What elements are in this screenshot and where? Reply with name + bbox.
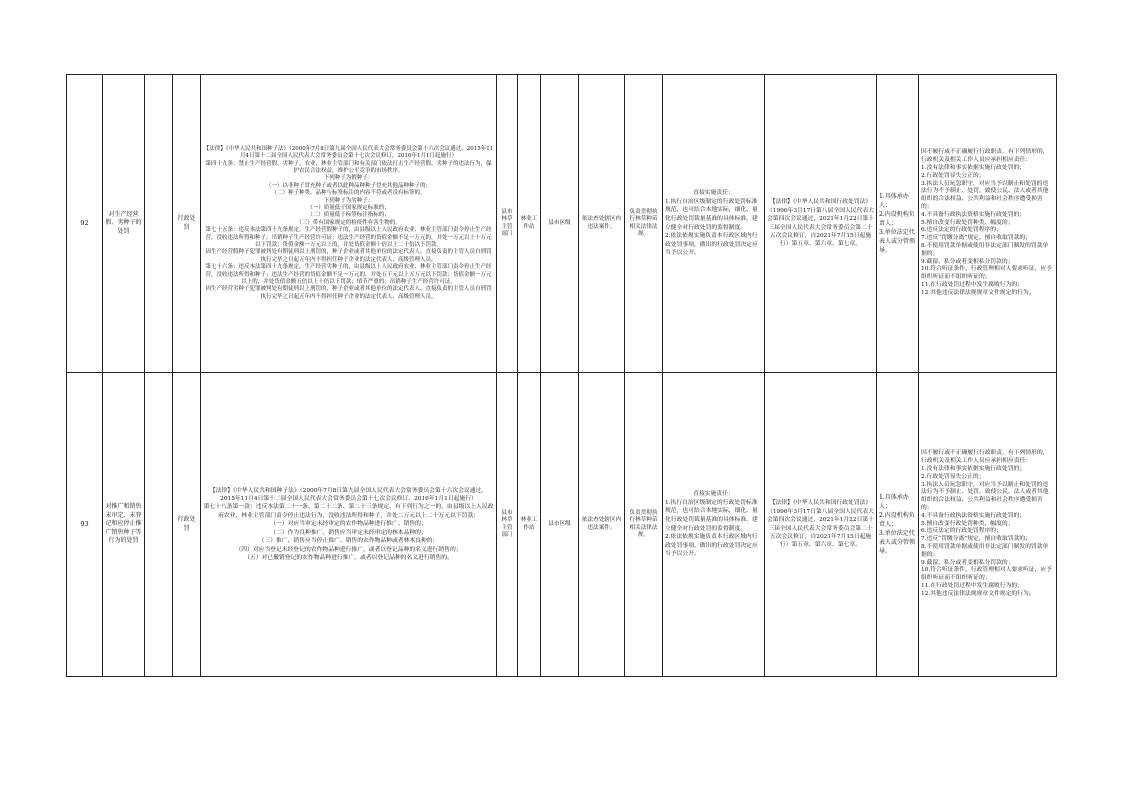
- basis-line: 【法律】《中华人民共和国种子法》（2000年7月8日第九届全国人民代表大会常务委员会第十六次会议通过，2015年11月4日第十二届全国人民代表大会常务委员会第十七次会议修订，2016年1月1日起施行）: [209, 487, 488, 503]
- situation-line: 12.其他违反法律法规规章文件规定的行为。: [921, 590, 1035, 597]
- subject-line: 1.具体承办人；: [879, 193, 909, 209]
- type-cell: 行政处罚: [173, 373, 201, 677]
- duty-cell: 负责贯彻执行林草种苗相关法律法规。: [625, 75, 663, 373]
- unit-cell: 林业工作站: [518, 373, 541, 677]
- situation-line: 2.行政处罚显失公正的；: [921, 473, 985, 480]
- level-cell: 县市区级: [541, 373, 579, 677]
- acc-line: 直接实施责任：: [693, 190, 734, 197]
- basis-line: （三）推广、销售应当停止推广、销售的农作物品种或者林木良种的；: [258, 538, 439, 545]
- seq-cell: 92: [67, 75, 103, 373]
- seq-cell: 93: [67, 373, 103, 677]
- accountability-cell: [663, 75, 765, 373]
- acc-line: 2.依法依规实施负责本行政区域内行政处罚事项，做出的行政处罚决定应当予以公开。: [665, 534, 758, 558]
- basis-line: 下列种子为假种子：: [323, 175, 374, 182]
- regulation-cell: 【法律】《中华人民共和国行政处罚法》（1996年3月17日第八届全国人民代表大会第四次会议通过，2021年1月22日第十三届全国人民代表大会常务委员会第二十五次会议修订，自2021年7月15日起施行）第五章、第六章、第七章。: [765, 75, 877, 373]
- basis-line: （四）对应当登记未经登记的农作物品种进行推广，或者以登记品种的名义进行销售的；: [235, 546, 462, 553]
- subject-line: 2.内设机构负责人；: [879, 211, 915, 227]
- legal-basis-cell: [201, 75, 497, 373]
- item-name-cell: 对推广和销售未审定、未登记和应停止推广销售种子等行为的处罚: [103, 373, 145, 677]
- subject-cell: [877, 75, 919, 373]
- basis-line: 因生产经营假种子犯罪被判处有期徒刑以上刑罚的，种子企业或者其他单位的法定代表人、直接负责的主管人员自刑罚执行完毕之日起五年内不得担任种子企业的法定代表人、高级管理人员。: [205, 249, 492, 263]
- situation-line: 1.没有法律和事实依据实施行政处罚的；: [921, 466, 1026, 473]
- basis-line: 因生产经营劣种子犯罪被判处有期徒刑以上刑罚的，种子企业或者其他单位的法定代表人、直接负责的主管人员自刑罚执行完毕之日起五年内不得担任种子企业的法定代表人、高级管理人员。: [205, 286, 492, 300]
- scope-cell: 依法查处辖区内违法案件。: [579, 75, 625, 373]
- table-row: [67, 75, 1057, 373]
- basis-line: （二）种子种类、品种与标签标注的内容不符或者没有标签的。: [271, 190, 426, 197]
- subject-line: 1.具体承办人；: [879, 494, 909, 510]
- situation-line: 因不履行或不正确履行行政职责，有下列情形的，行政机关及相关工作人员应承担相应责任：: [921, 149, 1049, 164]
- situation-line: 7.违反“罚缴分离”规定，擅自收取罚款的；: [921, 235, 1032, 242]
- situation-line: 6.违反法定的行政处罚程序的；: [921, 227, 1002, 234]
- subject-line: 3.单位法定代表人或分管领导。: [879, 229, 916, 254]
- dept-cell: 县市林草主管部门: [497, 373, 518, 677]
- subject-line: 3.单位法定代表人或分管领导。: [879, 530, 916, 555]
- subject-line: 2.内设机构负责人；: [879, 512, 915, 528]
- situation-line: 11.在行政处罚过程中发生腐败行为的；: [921, 281, 1023, 288]
- basis-line: 【法律】《中华人民共和国种子法》（2000年7月8日第九届全国人民代表大会常务委员会第十六次会议通过，2015年11月4日第十二届全国人民代表大会常务委员会第十七次会议修订，2016年1月1日起施行）: [203, 145, 494, 160]
- situation-line: 因不履行或不正确履行行政职责，有下列情形的，行政机关及相关工作人员应承担相应责任：: [921, 450, 1049, 465]
- basis-line: （二）作为良种推广、销售应当审定未经审定的林木品种的；: [270, 529, 427, 536]
- situation-line: 5.擅自改变行政处罚种类、幅度的；: [921, 219, 1014, 226]
- duty-cell: 负责贯彻执行林草种苗相关法律法规。: [625, 373, 663, 677]
- situation-line: 6.违反法定的行政处罚程序的；: [921, 528, 1002, 535]
- situation-line: 4.不具备行政执法资格实施行政处罚的；: [921, 512, 1026, 519]
- situation-line: 1.没有法律和事实依据实施行政处罚的；: [921, 165, 1026, 172]
- situation-line: 10.符合听证条件、行政管理相对人要求听证，应予组织听证而不组织听证的；: [921, 567, 1052, 582]
- basis-line: 下列种子为劣种子：: [323, 197, 374, 204]
- basis-line: 第七十八条第一款：违反本法第二十一条、第二十二条、第二十三条规定，有下列行为之一的，由县级以上人民政府农业、林业主管部门责令停止违法行为，没收违法所得和种子，并处二万元以上二十万元以下罚款：: [203, 504, 494, 519]
- acc-line: 1.执行自治区级制定的行政处罚标准规范，也可结合本地实际，细化、量化行政处罚裁量基准的具体标准，建立健全对行政处罚的监督制度。: [665, 198, 758, 231]
- table-row: [67, 373, 1057, 677]
- accountability-cell: [663, 373, 765, 677]
- situation-line: 2.行政处罚显失公正的；: [921, 172, 985, 179]
- basis-line: （一）质量低于国家规定标准的；: [307, 204, 390, 211]
- situation-line: 9.截留、私分或者变相私分罚款的；: [921, 258, 1014, 265]
- basis-line: 第七十五条：违反本法第四十九条规定，生产经营假种子的，由县级以上人民政府农业、林业主管部门责令停止生产经营，没收违法所得和种子，吊销种子生产经营许可证；违法生产经营的货值金额不足一万元的，并处一万元以上十万元以下罚款；货值金额一万元以上的，并处货值金额十倍以上二十倍以下罚款。: [205, 227, 492, 249]
- power-list-table: [66, 74, 1057, 677]
- situations-cell: [919, 373, 1057, 677]
- regulation-cell: 【法律】《中华人民共和国行政处罚法》（1996年3月17日第八届全国人民代表大会第四次会议通过，2021年1月22日第十三届全国人民代表大会常务委员会第二十五次会议修订，自2021年7月15日起施行）第五章、第六章、第七章。: [765, 373, 877, 677]
- basis-line: （三）带有国家规定的检疫性有害生物的。: [296, 219, 401, 226]
- situation-line: 8.不使用罚款单据或使用非法定部门制发的罚款单据的；: [921, 543, 1049, 558]
- situation-line: 8.不使用罚款单据或使用非法定部门制发的罚款单据的；: [921, 242, 1049, 257]
- empty-cell: [145, 373, 173, 677]
- situation-line: 7.违反“罚缴分离”规定，擅自收取罚款的；: [921, 536, 1032, 543]
- type-cell: 行政处罚: [173, 75, 201, 373]
- acc-line: 1.执行自治区级制定的行政处罚标准规范，也可结合本地实际，细化、量化行政处罚裁量基准的具体标准，建立健全对行政处罚的监督制度。: [665, 499, 758, 532]
- situation-line: 11.在行政处罚过程中发生腐败行为的；: [921, 582, 1023, 589]
- subject-cell: [877, 373, 919, 677]
- basis-line: （二）质量低于标签标注指标的；: [307, 212, 390, 219]
- dept-cell: 县市林草主管部门: [497, 75, 518, 373]
- basis-line: 第七十六条：违反本法第四十九条规定，生产经营劣种子的，由县级以上人民政府农业、林业主管部门责令停止生产经营，没收违法所得和种子；违法生产经营的货值金额不足一万元的，并处五千元以上五万元以下罚款；货值金额一万元以上的，并处货值金额五倍以上十倍以下罚款；情节严重的，吊销种子生产经营许可证。: [205, 264, 492, 286]
- item-name-cell: 对生产经营假、劣种子的处罚: [103, 75, 145, 373]
- unit-cell: 林业工作站: [518, 75, 541, 373]
- empty-cell: [145, 75, 173, 373]
- situation-line: 12.其他违反法律法规规章文件规定的行为。: [921, 289, 1035, 296]
- situation-line: 5.擅自改变行政处罚种类、幅度的；: [921, 520, 1014, 527]
- legal-basis-cell: [201, 373, 497, 677]
- basis-line: （一）以非种子冒充种子或者以此种品种种子冒充其他品种种子的；: [265, 182, 431, 189]
- scope-cell: 依法查处辖区内违法案件。: [579, 373, 625, 677]
- situation-line: 10.符合听证条件、行政管理相对人要求听证，应予组织听证而不组织听证的；: [921, 266, 1052, 281]
- situation-line: 3.执法人员玩忽职守，对应当予以制止和处罚的违法行为不予制止、处罚，致使公民、法人或者其他组织的合法权益、公共利益和社会秩序遭受损害的；: [921, 180, 1049, 210]
- basis-line: （一）对应当审定未经审定的农作物品种进行推广、销售的；: [270, 521, 427, 528]
- acc-line: 2.依法依规实施负责本行政区域内行政处罚事项，做出的行政处罚决定应当予以公开。: [665, 233, 758, 257]
- situations-cell: [919, 75, 1057, 373]
- situation-line: 3.执法人员玩忽职守，对应当予以制止和处罚的违法行为不予制止、处罚，致使公民、法人或者其他组织的合法权益、公共利益和社会秩序遭受损害的；: [921, 481, 1049, 511]
- situation-line: 4.不具备行政执法资格实施行政处罚的；: [921, 211, 1026, 218]
- acc-line: 直接实施责任：: [693, 491, 734, 498]
- level-cell: 县市区级: [541, 75, 579, 373]
- situation-line: 9.截留、私分或者变相私分罚款的；: [921, 559, 1014, 566]
- basis-line: （五）对已撤销登记的农作物品种进行推广，或者以登记品种的名义进行销售的。: [244, 554, 453, 561]
- basis-line: 第四十九条：禁止生产经营假、劣种子。农业、林业主管部门和有关部门依法打击生产经营假、劣种子的违法行为，保护农民合法权益，维护公平竞争的市场秩序。: [205, 160, 492, 174]
